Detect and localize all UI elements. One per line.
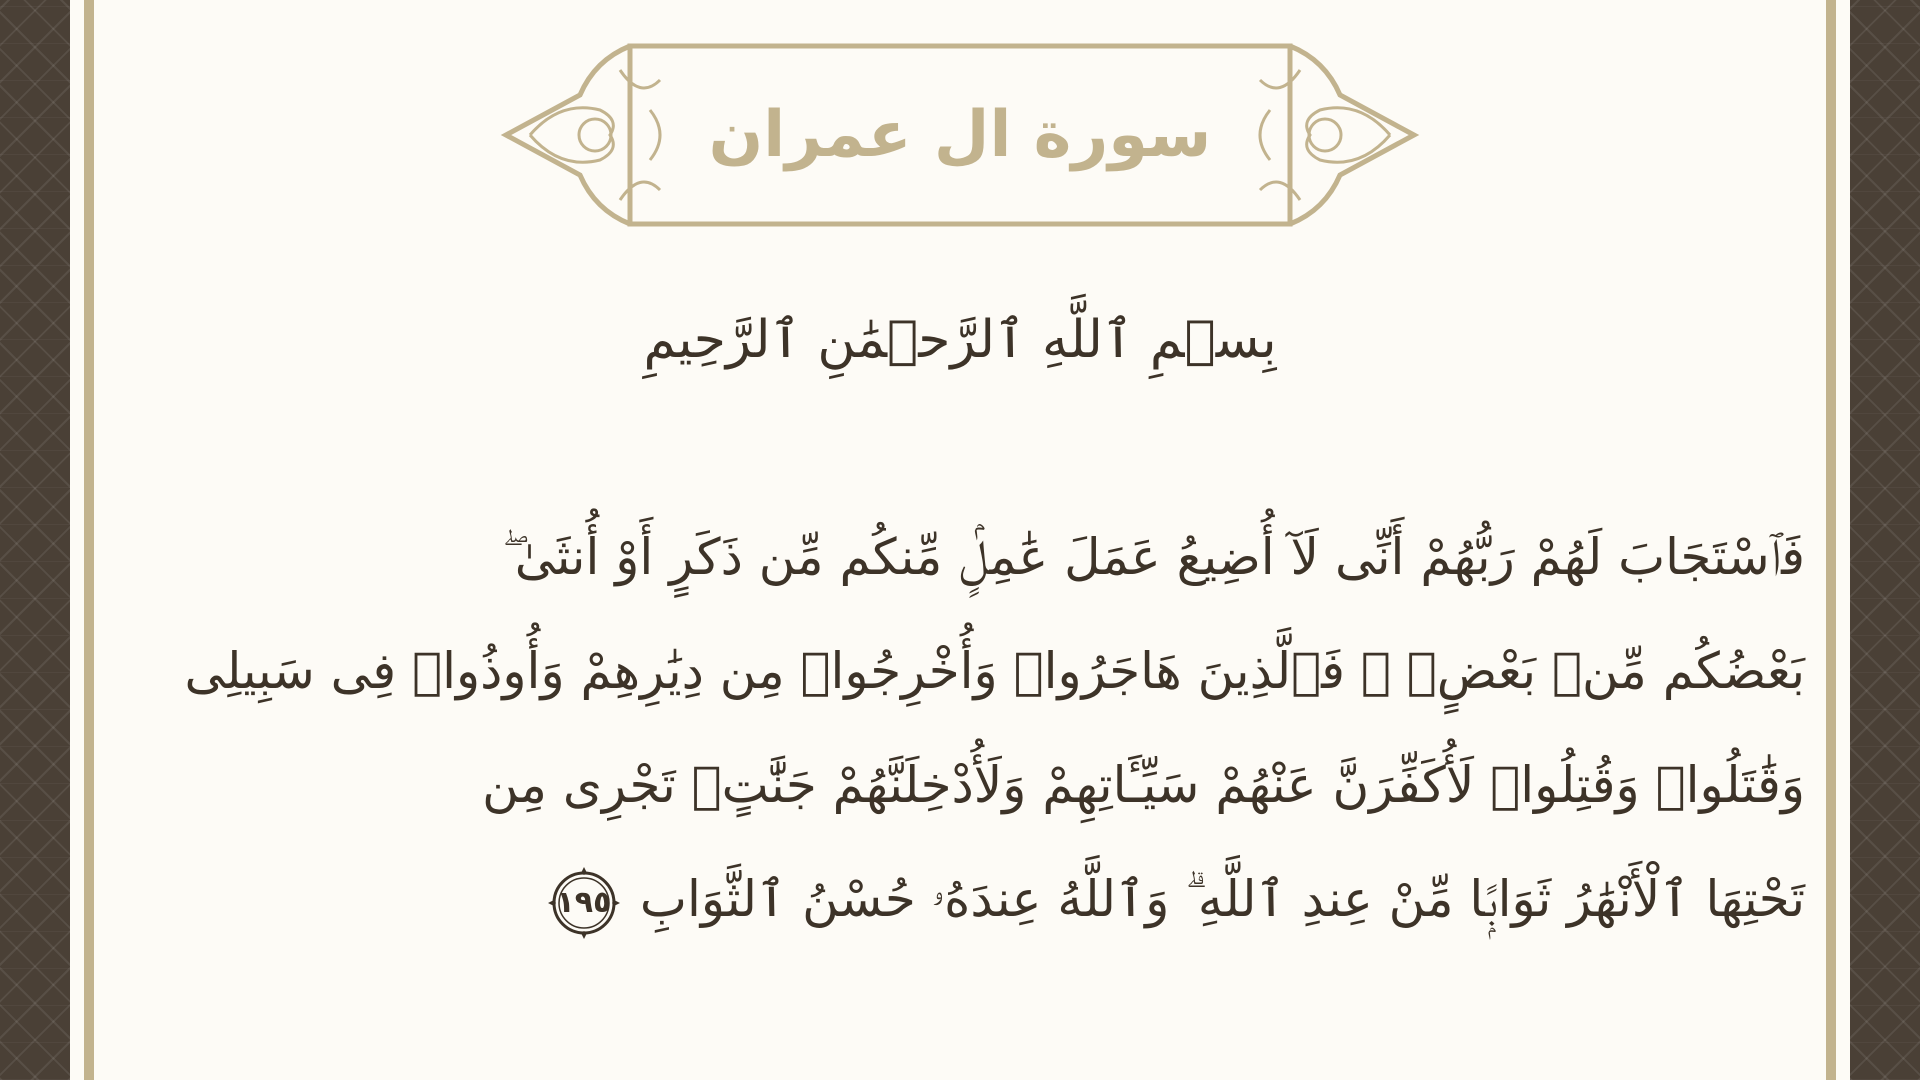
ayah-end-marker — [546, 865, 622, 941]
verse-line-4 — [90, 842, 1805, 956]
surah-header-cartouche — [500, 40, 1420, 230]
verse-line-1: فَٱسْتَجَابَ لَهُمْ رَبُّهُمْ أَنِّى لَآ أُضِيعُ عَمَلَ عَٰمِلٍۢ مِّنكُم مِّن ذَكَرٍ أَوْ أُنثَىٰ ۖ — [502, 528, 1805, 586]
verse-line-2: بَعْضُكُم مِّنۢ بَعْضٍۢ ۖ فَٱلَّذِينَ هَاجَرُوا۟ وَأُخْرِجُوا۟ مِن دِيَٰرِهِمْ وَأُوذُوا۟ فِى سَبِيلِى — [184, 642, 1805, 700]
basmala: بِسۡمِ ٱللَّهِ ٱلرَّحۡمَٰنِ ٱلرَّحِيمِ — [643, 310, 1277, 370]
left-ornamental-border — [0, 0, 70, 1080]
verse-line-4-text: تَحْتِهَا ٱلْأَنْهَٰرُ ثَوَابًۭا مِّنْ عِندِ ٱللَّهِ ۗ وَٱللَّهُ عِندَهُۥ حُسْنُ ٱلثَّوَابِ — [639, 870, 1805, 928]
surah-title: سورة ال عمران — [708, 98, 1212, 172]
verse-line-3: وَقَٰتَلُوا۟ وَقُتِلُوا۟ لَأُكَفِّرَنَّ عَنْهُمْ سَيِّـَٔاتِهِمْ وَلَأُدْخِلَنَّهُمْ جَنَّٰتٍۢ تَجْرِى مِن — [482, 756, 1805, 814]
verse-text — [90, 500, 1805, 956]
right-ornamental-border — [1850, 0, 1920, 1080]
right-gold-rule — [1826, 0, 1836, 1080]
ayah-number: ١٩٥ — [556, 884, 612, 920]
